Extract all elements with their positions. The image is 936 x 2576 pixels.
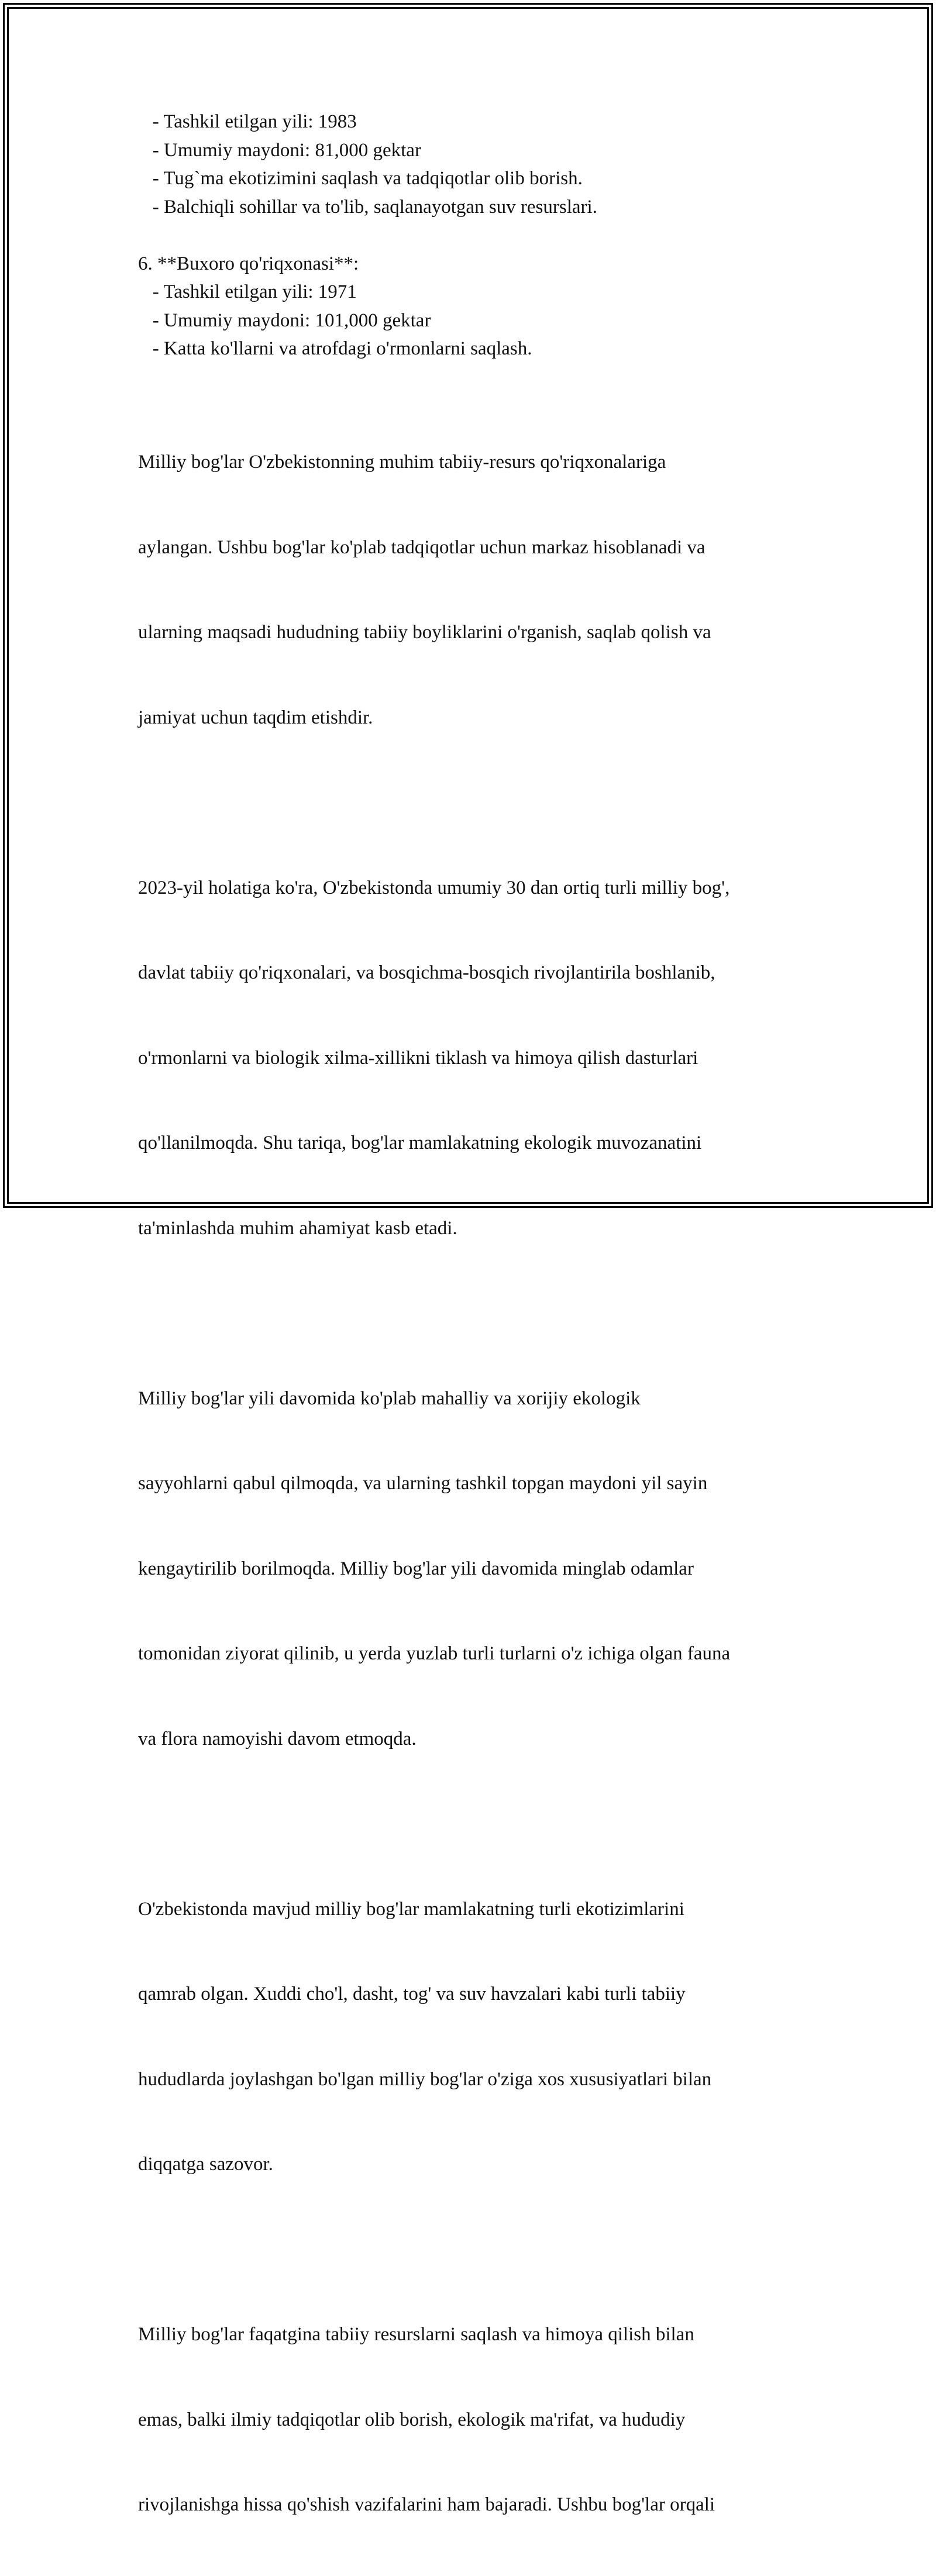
paragraph-line: davlat tabiiy qo'riqxonalari, va bosqichma-bosqich rivojlantirila boshlanib, bbox=[138, 962, 715, 983]
list-item: - Tashkil etilgan yili: 1983 bbox=[138, 111, 357, 132]
paragraph-line: jamiyat uchun taqdim etishdir. bbox=[138, 707, 373, 728]
paragraph-line: rivojlanishga hissa qo'shish vazifalarini ham bajaradi. Ushbu bog'lar orqali bbox=[138, 2494, 715, 2515]
paragraph-line: qamrab olgan. Xuddi cho'l, dasht, tog' va suv havzalari kabi turli tabiiy bbox=[138, 1983, 686, 2005]
paragraph-line: Milliy bog'lar O'zbekistonning muhim tabiiy-resurs qo'riqxonalariga bbox=[138, 452, 666, 473]
paragraph-line: diqqatga sazovor. bbox=[138, 2154, 273, 2175]
paragraph-line: aylangan. Ushbu bog'lar ko'plab tadqiqotlar uchun markaz hisoblanadi va bbox=[138, 536, 706, 558]
paragraph-2 bbox=[138, 817, 805, 1300]
paragraph-line: Milliy bog'lar faqatgina tabiiy resurslarni saqlash va himoya qilish bilan bbox=[138, 2324, 694, 2345]
paragraph-5 bbox=[138, 2264, 805, 2576]
spacer bbox=[138, 2236, 805, 2264]
paragraph-line: qo'llanilmoqda. Shu tariqa, bog'lar mamlakatning ekologik muvozanatini bbox=[138, 1132, 702, 1153]
paragraph-1 bbox=[138, 391, 805, 788]
paragraph-line: sayyohlarni qabul qilmoqda, va ularning tashkil topgan maydoni yil sayin bbox=[138, 1473, 708, 1494]
list-item: - Umumiy maydoni: 81,000 gektar bbox=[138, 139, 421, 161]
paragraph-line: ta'minlashda muhim ahamiyat kasb etadi. bbox=[138, 1217, 457, 1239]
paragraph-line: O'zbekistonda mavjud milliy bog'lar mamlakatning turli ekotizimlarini bbox=[138, 1898, 684, 1920]
paragraph-line: hududlarda joylashgan bo'lgan milliy bog'lar o'ziga xos xususiyatlari bilan bbox=[138, 2068, 712, 2090]
list-item: - Balchiqli sohillar va to'lib, saqlanayotgan suv resurslari. bbox=[138, 196, 597, 218]
spacer bbox=[138, 1810, 805, 1838]
list-item: - Tashkil etilgan yili: 1971 bbox=[138, 281, 357, 302]
paragraph-line: ularning maqsadi hududning tabiiy boyliklarini o'rganish, saqlab qolish va bbox=[138, 622, 711, 643]
paragraph-line: Milliy bog'lar yili davomida ko'plab mahalliy va xorijiy ekologik bbox=[138, 1387, 641, 1409]
intro-list bbox=[138, 108, 805, 221]
paragraph-3 bbox=[138, 1328, 805, 1810]
document-body bbox=[138, 108, 805, 2576]
spacer bbox=[138, 221, 805, 250]
spacer bbox=[138, 788, 805, 817]
spacer bbox=[138, 363, 805, 392]
list-item: - Katta ko'llarni va atrofdagi o'rmonlarni saqlash. bbox=[138, 338, 532, 359]
paragraph-line: o'rmonlarni va biologik xilma-xillikni tiklash va himoya qilish dasturlari bbox=[138, 1047, 698, 1069]
list-item: - Tug`ma ekotizimini saqlash va tadqiqotlar olib borish. bbox=[138, 168, 583, 189]
list-item: - Umumiy maydoni: 101,000 gektar bbox=[138, 309, 431, 331]
section-6 bbox=[138, 250, 805, 363]
section-heading: 6. **Buxoro qo'riqxonasi**: bbox=[138, 253, 359, 274]
paragraph-line: tomonidan ziyorat qilinib, u yerda yuzlab turli turlarni o'z ichiga olgan fauna bbox=[138, 1643, 731, 1664]
paragraph-4 bbox=[138, 1838, 805, 2236]
spacer bbox=[138, 1299, 805, 1328]
paragraph-line: kengaytirilib borilmoqda. Milliy bog'lar yili davomida minglab odamlar bbox=[138, 1558, 694, 1579]
paragraph-line: emas, balki ilmiy tadqiqotlar olib borish, ekologik ma'rifat, va hududiy bbox=[138, 2409, 686, 2430]
paragraph-line: va flora namoyishi davom etmoqda. bbox=[138, 1728, 417, 1750]
paragraph-line: 2023-yil holatiga ko'ra, O'zbekistonda umumiy 30 dan ortiq turli milliy bog', bbox=[138, 877, 730, 898]
